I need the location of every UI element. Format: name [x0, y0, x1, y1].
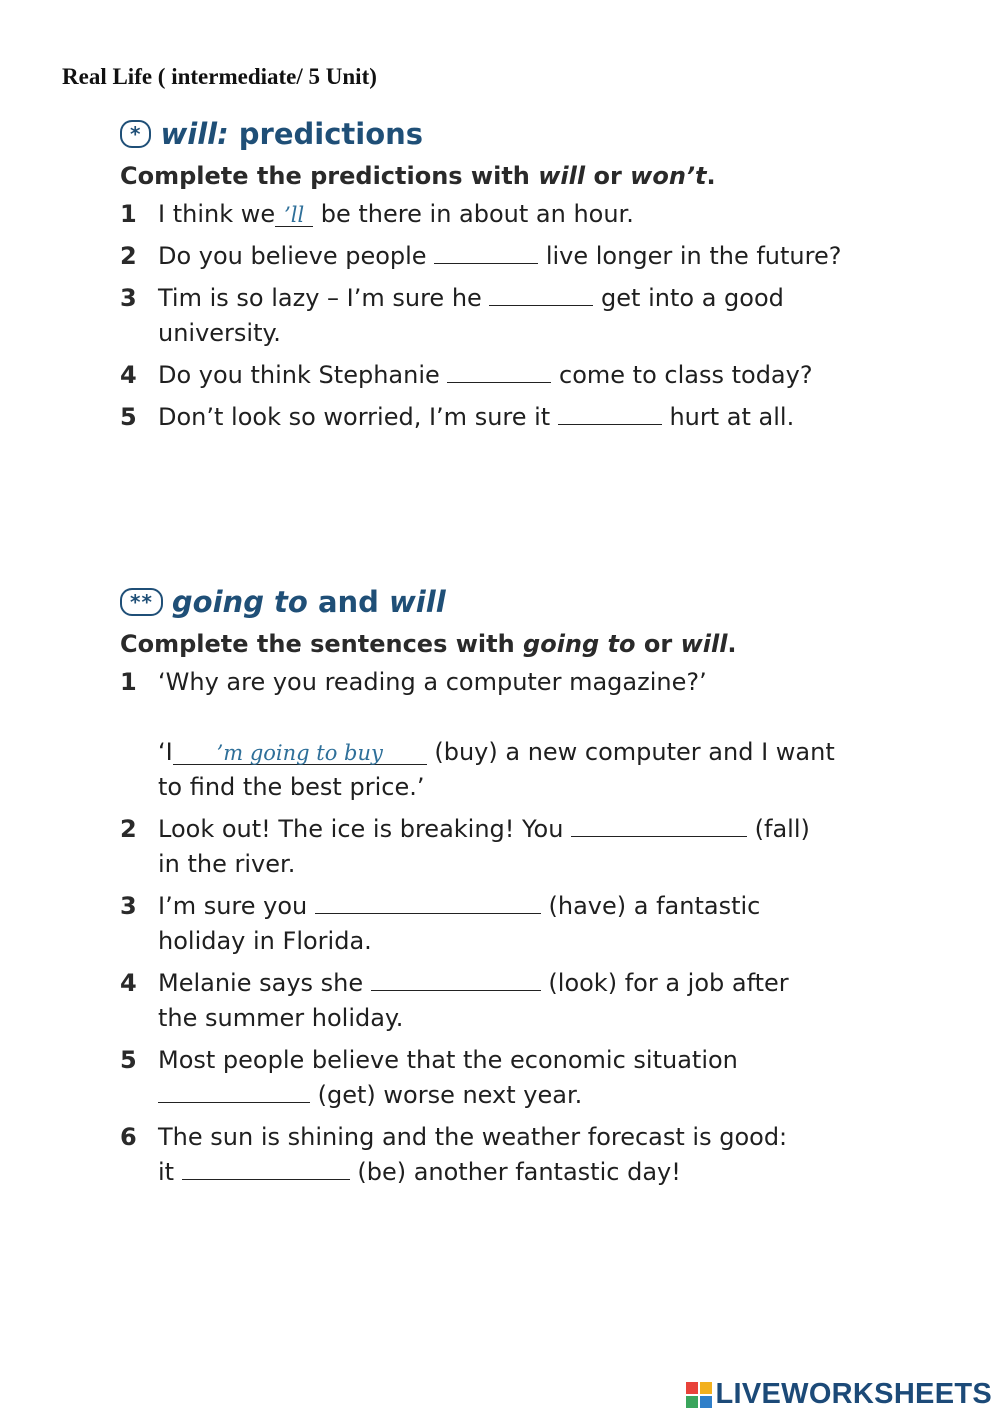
item-number: 1: [120, 200, 137, 228]
exercise-item: 6 The sun is shining and the weather forecast is good: it (be) another fantastic day!: [120, 1120, 860, 1190]
answer-blank[interactable]: [447, 362, 551, 383]
item-number: 3: [120, 892, 137, 920]
answer-blank[interactable]: [571, 816, 747, 837]
instruction: Complete the predictions with will or won’t.: [120, 162, 716, 190]
exercise-item: 1 I think we ’ll be there in about an hour.: [120, 197, 860, 232]
item-number: 2: [120, 242, 137, 270]
answer-blank[interactable]: [182, 1159, 350, 1180]
exercise-item: 4 Do you think Stephanie come to class today?: [120, 358, 860, 393]
exercise-item: 4 Melanie says she (look) for a job after the summer holiday.: [120, 966, 860, 1036]
exercise-item: 5 Most people believe that the economic situation (get) worse next year.: [120, 1043, 860, 1113]
section-heading: [120, 580, 860, 624]
item-number: 1: [120, 668, 137, 696]
section-title: will: predictions: [160, 117, 424, 151]
answer-blank[interactable]: [489, 285, 593, 306]
answer-blank[interactable]: [315, 893, 541, 914]
exercise-item: 2 Look out! The ice is breaking! You (fall) in the river.: [120, 812, 860, 882]
brand-logo-icon: [686, 1382, 712, 1408]
section-going-to-and-will: [120, 580, 860, 1190]
item-number: 3: [120, 284, 137, 312]
example-answer: ’ll: [275, 204, 313, 227]
difficulty-badge: *: [120, 120, 151, 148]
item-number: 2: [120, 815, 137, 843]
exercise-item: 2 Do you believe people live longer in the future?: [120, 239, 860, 274]
liveworksheets-brand[interactable]: [686, 1378, 993, 1411]
brand-name: LIVEWORKSHEETS: [715, 1378, 992, 1410]
item-number: 6: [120, 1123, 137, 1151]
exercise-item: 1 ‘Why are you reading a computer magazine?’ ‘I ’m going to buy (buy) a new computer and I want to find the best price.’: [120, 665, 860, 805]
answer-blank[interactable]: [558, 404, 662, 425]
item-number: 4: [120, 361, 137, 389]
item-number: 5: [120, 1046, 137, 1074]
section-title: going to and will: [171, 585, 446, 619]
exercise-item: 3 I’m sure you (have) a fantastic holiday in Florida.: [120, 889, 860, 959]
instruction: Complete the sentences with going to or will.: [120, 630, 737, 658]
exercise-item: 3 Tim is so lazy – I’m sure he get into a good university.: [120, 281, 860, 351]
answer-blank[interactable]: [158, 1082, 310, 1103]
item-number: 5: [120, 403, 137, 431]
difficulty-badge: **: [120, 588, 163, 616]
answer-blank[interactable]: [371, 970, 541, 991]
answer-blank[interactable]: [434, 243, 538, 264]
item-number: 4: [120, 969, 137, 997]
section-will-predictions: [120, 112, 860, 435]
worksheet-title: Real Life ( intermediate/ 5 Unit): [62, 64, 377, 89]
example-answer: ’m going to buy: [173, 742, 427, 765]
exercise-item: 5 Don’t look so worried, I’m sure it hurt at all.: [120, 400, 860, 435]
section-heading: [120, 112, 860, 156]
